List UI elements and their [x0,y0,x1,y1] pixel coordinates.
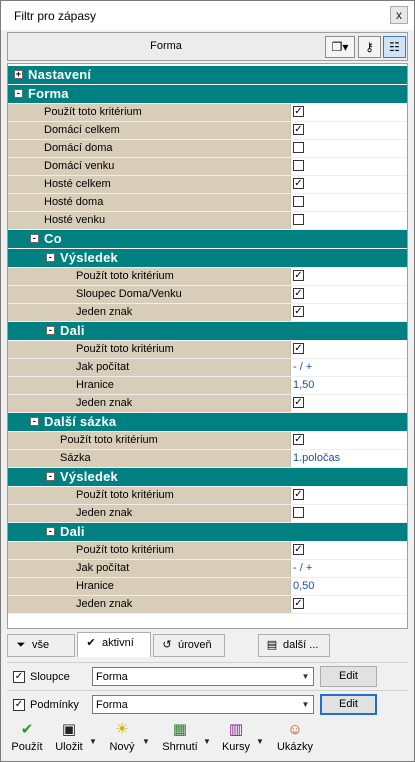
filter-row-podminky [7,690,408,718]
property-row[interactable] [8,359,407,377]
collapse-icon[interactable]: - [46,472,55,481]
property-value[interactable] [290,395,407,412]
toolbar-button-label: Kursy [221,741,251,753]
property-row[interactable] [8,395,407,413]
property-grid [7,63,408,629]
window-title: Filtr pro zápasy [14,9,97,23]
property-row[interactable] [8,578,407,596]
property-label: Použít toto kritérium [60,434,158,446]
tab-label: úroveň [178,639,212,651]
property-label: Domácí doma [44,142,113,154]
sloupce-checkbox[interactable]: ✓ [14,671,24,682]
property-value-text: 1.poločas [293,452,341,464]
property-label: Domácí celkem [44,124,120,136]
property-label: Jak počítat [76,361,130,373]
property-value[interactable] [290,268,407,285]
level-icon: ↺ [162,639,172,651]
property-row[interactable] [8,341,407,359]
summary-icon: ▦ [172,721,188,738]
toolbar-caption: Forma [150,40,182,52]
property-label: Jeden znak [76,306,133,318]
category-row[interactable] [8,322,407,340]
property-value[interactable] [290,450,407,467]
property-checkbox[interactable]: ✓ [294,489,303,500]
toolbar [7,32,408,61]
property-row[interactable] [8,122,407,140]
category-row[interactable] [8,85,407,103]
tab-2[interactable] [153,634,225,657]
toolbar-button-label: Použít [11,741,43,753]
more-icon: ▤ [266,639,278,651]
key-icon: ⚷ [365,40,374,54]
property-row[interactable] [8,487,407,505]
podminky-label: Podmínky [30,699,79,711]
chevron-down-icon[interactable]: ▼ [142,737,150,746]
property-checkbox[interactable] [293,214,304,225]
property-checkbox[interactable]: ✓ [294,306,303,317]
tree-view-icon: ☷ [389,40,400,54]
property-checkbox[interactable] [293,196,304,207]
property-value-text: - / + [293,562,313,574]
podminky-edit-button[interactable]: Edit [320,694,377,715]
property-row[interactable] [8,212,407,230]
property-value[interactable] [290,286,407,303]
property-checkbox[interactable]: ✓ [294,598,303,609]
chevron-down-icon[interactable]: ▼ [89,737,97,746]
property-label: Použít toto kritérium [76,343,174,355]
close-button[interactable]: x [390,6,408,24]
property-checkbox[interactable]: ✓ [294,343,303,354]
category-label: Co [44,231,62,246]
property-value[interactable] [290,578,407,595]
property-label: Sázka [60,452,91,464]
property-label: Hranice [76,379,114,391]
podminky-select-value: Forma [96,699,128,711]
property-checkbox[interactable] [293,160,304,171]
property-value-text: 0,50 [293,580,315,592]
toolbar-button-label: Uložit [55,741,83,753]
property-checkbox[interactable] [293,142,304,153]
toolbar-button-label: Shrnutí [162,741,198,753]
property-label: Hosté doma [44,196,104,208]
property-checkbox[interactable]: ✓ [294,288,303,299]
shrnutí-button[interactable] [159,719,201,759]
tab-1[interactable] [77,632,151,657]
tab-label: aktivní [102,637,134,649]
property-label: Hosté celkem [44,178,111,190]
tab-3[interactable] [258,634,330,657]
property-row[interactable] [8,542,407,560]
property-value[interactable] [290,505,407,522]
property-checkbox[interactable]: ✓ [294,270,303,281]
property-value[interactable] [290,104,407,121]
collapse-icon[interactable]: - [46,527,55,536]
property-value[interactable] [290,341,407,358]
chevron-down-icon: ▼ [301,672,310,681]
property-value[interactable] [290,560,407,577]
property-value-text: 1,50 [293,379,315,391]
property-label: Použít toto kritérium [76,270,174,282]
toolbar-button-label: Nový [109,741,135,753]
property-label: Použít toto kritérium [76,544,174,556]
category-label: Další sázka [44,414,117,429]
category-row[interactable] [8,230,407,248]
property-row[interactable] [8,176,407,194]
odds-icon: ▥ [228,721,244,738]
použít-button[interactable] [7,719,47,759]
tab-label: další ... [283,639,319,651]
property-label: Sloupec Doma/Venku [76,288,182,300]
property-row[interactable] [8,377,407,395]
check-icon: ✔ [86,637,96,649]
collapse-icon[interactable]: - [30,417,39,426]
tree-view-button[interactable] [383,36,406,58]
category-label: Výsledek [60,469,118,484]
property-row[interactable] [8,450,407,468]
podminky-checkbox[interactable]: ✓ [14,699,24,710]
property-value[interactable] [290,359,407,376]
property-value[interactable] [290,377,407,394]
new-icon: ☀ [115,721,129,738]
property-label: Použít toto kritérium [76,489,174,501]
category-label: Dali [60,323,85,338]
collapse-icon[interactable]: - [14,89,23,98]
property-value[interactable] [290,212,407,229]
property-label: Hosté venku [44,214,106,226]
property-row[interactable] [8,304,407,322]
apply-icon: ✔ [20,721,34,738]
sloupce-select-value: Forma [96,671,128,683]
tab-label: vše [32,639,50,651]
property-label: Použít toto kritérium [44,106,142,118]
category-label: Nastavení [28,67,92,82]
copy-button[interactable] [325,36,355,58]
sloupce-edit-button[interactable]: Edit [320,666,377,687]
uložit-button[interactable] [51,719,87,759]
property-checkbox[interactable]: ✓ [294,397,303,408]
property-row[interactable] [8,560,407,578]
property-checkbox[interactable]: ✓ [294,178,303,189]
property-label: Jak počítat [76,562,130,574]
sloupce-select[interactable] [92,667,314,686]
category-row[interactable] [8,523,407,541]
chevron-down-icon[interactable]: ▼ [203,737,211,746]
property-checkbox[interactable] [293,507,304,518]
property-label: Jeden znak [76,507,133,519]
key-button[interactable] [358,36,381,58]
sloupce-label: Sloupce [30,671,70,683]
collapse-icon[interactable]: - [46,253,55,262]
category-row[interactable] [8,413,407,431]
tab-0[interactable] [7,634,75,657]
nový-button[interactable] [104,719,140,759]
toolbar-button-label: Ukázky [276,741,314,753]
property-checkbox[interactable]: ✓ [294,106,303,117]
property-row[interactable] [8,432,407,450]
property-value[interactable] [290,158,407,175]
property-value[interactable] [290,194,407,211]
copy-icon: ❐▾ [331,40,349,54]
examples-icon: ☺ [287,721,303,738]
chevron-down-icon[interactable]: ▼ [256,737,264,746]
property-label: Jeden znak [76,397,133,409]
property-row[interactable] [8,268,407,286]
category-row[interactable] [8,468,407,486]
filter-icon: ⏷ [16,639,26,651]
category-row[interactable] [8,249,407,267]
property-value-text: - / + [293,361,313,373]
property-row[interactable] [8,158,407,176]
save-icon: ▣ [61,721,77,738]
property-label: Hranice [76,580,114,592]
view-tabs [7,634,408,658]
property-checkbox[interactable]: ✓ [294,544,303,555]
filter-row-sloupce [7,662,408,690]
kursy-button[interactable] [218,719,254,759]
category-row[interactable] [8,66,407,84]
property-value[interactable] [290,140,407,157]
property-row[interactable] [8,104,407,122]
title-bar [1,1,414,30]
property-label: Jeden znak [76,598,133,610]
property-value[interactable] [290,122,407,139]
property-row[interactable] [8,140,407,158]
property-value[interactable] [290,542,407,559]
chevron-down-icon: ▼ [301,700,310,709]
category-label: Výsledek [60,250,118,265]
property-row[interactable] [8,596,407,614]
property-row[interactable] [8,194,407,212]
ukázky-button[interactable] [273,719,317,759]
property-value[interactable] [290,596,407,613]
collapse-icon[interactable]: - [30,234,39,243]
podminky-select[interactable] [92,695,314,714]
property-row[interactable] [8,505,407,523]
property-value[interactable] [290,432,407,449]
property-value[interactable] [290,304,407,321]
property-row[interactable] [8,286,407,304]
bottom-toolbar [1,719,414,761]
property-label: Domácí venku [44,160,115,172]
property-checkbox[interactable]: ✓ [294,124,303,135]
expand-icon[interactable]: + [15,69,22,79]
category-label: Dali [60,524,85,539]
collapse-icon[interactable]: - [46,326,55,335]
category-label: Forma [28,86,69,101]
property-value[interactable] [290,487,407,504]
property-value[interactable] [290,176,407,193]
property-checkbox[interactable]: ✓ [294,434,303,445]
